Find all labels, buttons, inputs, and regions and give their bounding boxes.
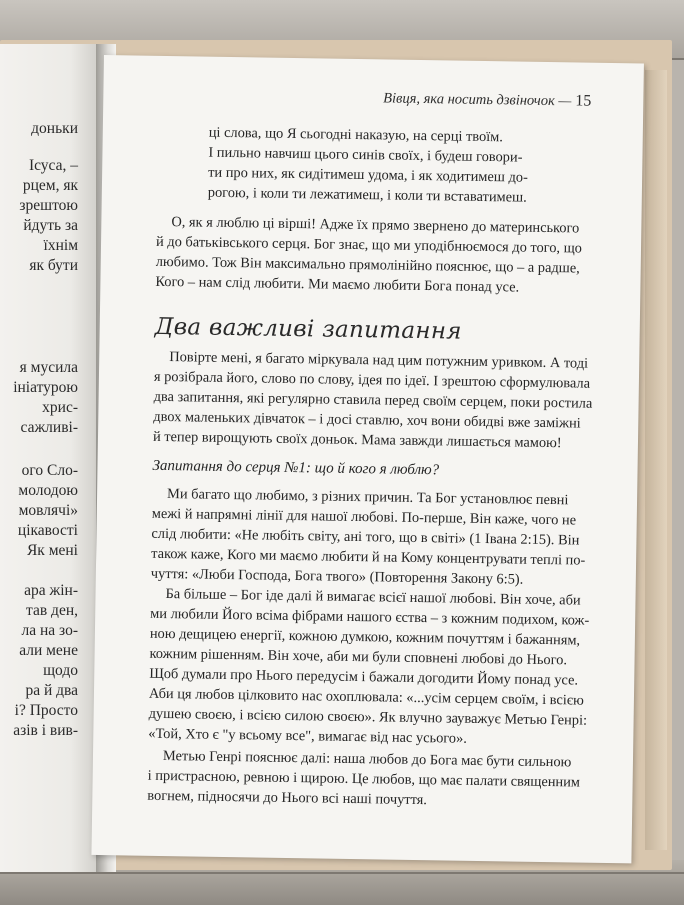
- paragraph-line: чуття: «Люби Господа, Бога твого» (Повторення Закону 6:5).: [150, 565, 524, 588]
- left-page-fragment: як бути: [29, 257, 78, 274]
- paragraph-line: й до батьківського серця. Бог знає, що ми уподібнюємося до того, що: [155, 233, 583, 257]
- left-page-fragment: ла на зо-: [21, 622, 78, 639]
- left-page-fragment: зрештою: [19, 197, 78, 214]
- left-page-fragment: мовлячі»: [18, 502, 78, 519]
- left-page-fragment: я мусила: [19, 359, 78, 376]
- quote-line: рогою, і коли ти лежатимеш, і коли ти вставатимеш.: [207, 184, 527, 206]
- paragraph-line: Кого – нам слід любити. Ми маємо любити Бога понад усе.: [155, 273, 520, 296]
- paragraph-line: і пристрасною, ревною і щирою. Це любов, що має палати священним: [147, 767, 581, 791]
- left-page-fragment: доньки: [31, 120, 78, 137]
- paragraph-line: Ба більше – Бог іде далі й вимагає всієї нашої любові. Він хоче, аби: [165, 586, 581, 609]
- paragraph-line: ми любили Його всіма фібрами нашого єства – з кожним подихом, кож-: [150, 605, 590, 629]
- left-page-fragment: і? Просто: [14, 702, 78, 719]
- left-page-fragment: цікавості: [17, 522, 78, 539]
- book-page-block-edge: [645, 70, 667, 850]
- page-number: 15: [575, 92, 592, 110]
- paragraph-line: кожним рішенням. Він хоче, аби ми були сповнені любові до Нього.: [149, 645, 568, 669]
- paragraph-line: слід любити: «Не любіть світу, ані того, що в світі» (1 Івана 2:15). Він: [151, 525, 580, 549]
- left-page-fragment: али мене: [19, 642, 78, 659]
- paragraph-line: й тепер вирощують своїх доньок. Мама завжди лишається мамою!: [152, 428, 562, 452]
- left-page-fragment: Ісуса, –: [28, 157, 78, 174]
- paragraph-line: Щоб думали про Нього передусім і бажали догодити Йому понад усе.: [149, 665, 579, 689]
- paragraph-line: О, як я люблю ці вірші! Адже їх прямо звернено до материнського: [171, 214, 580, 237]
- paragraph-line: Аби ця любов цілковито нас охоплювала: «...усім серцем своїм, і всією: [148, 685, 584, 709]
- wood-seam: [0, 872, 684, 874]
- subheading: Запитання до серця №1: що й кого я люблю?: [152, 457, 440, 479]
- paragraph-line: Метью Генрі пояснює далі: наша любов до Бога має бути сильною: [162, 748, 572, 771]
- left-page: [0, 44, 100, 872]
- left-page-fragment: ра й два: [25, 682, 78, 699]
- paragraph-line: два запитання, які регулярно ставила перед своїм серцем, поки ростила: [153, 388, 593, 412]
- quote-line: І пильно навчиш цього синів своїх, і будеш говори-: [208, 144, 523, 166]
- paragraph-line: вогнем, підносячи до Нього всі наші почуття.: [147, 787, 428, 809]
- running-head-title: Вівця, яка носить дзвіночок —: [383, 90, 572, 110]
- left-page-fragment: ініатурою: [13, 379, 78, 396]
- paragraph-line: ною дещицею енергії, кожною думкою, кожним почуттям і бажанням,: [149, 625, 581, 649]
- left-page-fragment: щодо: [43, 662, 78, 679]
- left-page-fragment: сажливі-: [20, 419, 78, 436]
- left-page-fragment: їхнім: [43, 237, 78, 254]
- paragraph-line: «Той, Хто є "у всьому все", вимагає від нас усього».: [148, 725, 467, 747]
- left-page-fragment: рцем, як: [22, 177, 78, 194]
- paragraph-line: я розібрала його, слово по слову, ідея по ідеї. І зрештою сформулювала: [153, 368, 591, 392]
- left-page-fragment: Як мені: [26, 542, 78, 559]
- paragraph-line: межі й напрямні лінії для нашої любові. По-перше, Він каже, чого не: [151, 505, 577, 529]
- left-page-fragment: хрис-: [42, 399, 78, 416]
- paragraph-line: також каже, Кого ми маємо любити й на Кому концентрувати теплі по-: [151, 545, 586, 569]
- left-page-fragment: молодою: [18, 482, 78, 499]
- paragraph-line: Ми багато що любимо, з різних причин. Та Бог установлює певні: [166, 486, 569, 509]
- paragraph-line: двох маленьких дівчаток – і досі ставлю, хоч вони обидві вже заміжні: [153, 408, 581, 432]
- paragraph-line: душею своєю, і всією силою своєю». Як влучно зауважує Метью Генрі:: [148, 705, 588, 729]
- quote-line: ти про них, як сидітимеш удома, і як ходитимеш до-: [208, 164, 528, 186]
- running-head: [383, 89, 591, 110]
- left-page-fragment: тав ден,: [26, 602, 78, 619]
- left-page-fragment: ого Сло-: [21, 462, 78, 479]
- left-page-fragment: ара жін-: [24, 582, 78, 599]
- left-page-fragment: йдуть за: [23, 217, 78, 234]
- left-page-fragment: азів і вив-: [13, 722, 78, 739]
- paragraph-line: Повірте мені, я багато міркувала над цим потужним уривком. А тоді: [169, 349, 589, 372]
- quote-line: ці слова, що Я сьогодні наказую, на серці твоїм.: [208, 124, 504, 146]
- section-heading: Два важливі запитання: [154, 313, 463, 345]
- right-page: [91, 55, 643, 863]
- paragraph-line: любимо. Тож Він максимально прямолінійно пояснює, що – а радше,: [155, 253, 580, 277]
